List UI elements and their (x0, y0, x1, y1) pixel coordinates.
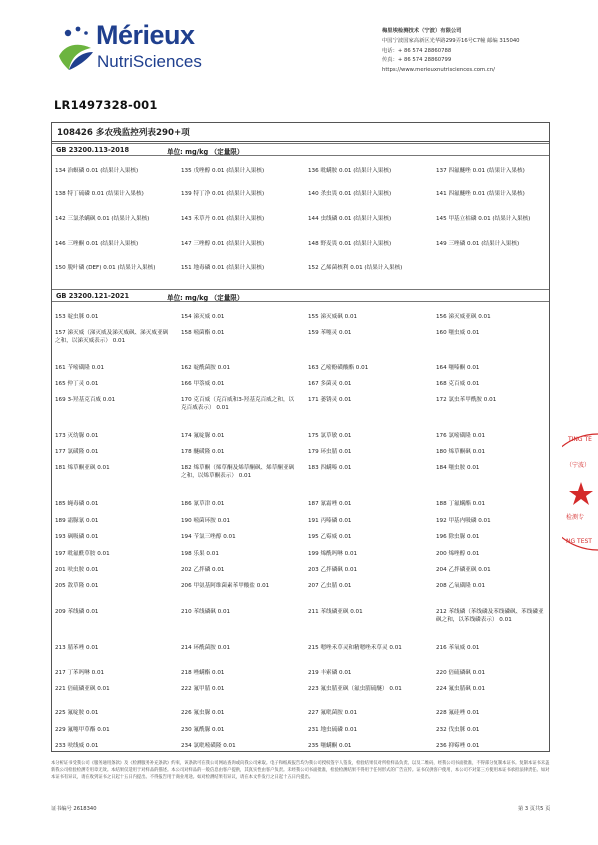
results-table (51, 122, 550, 752)
table-cell: 147 三唑醇 0.01 (结果计入果核) (181, 241, 265, 247)
table-cell: 199 烯酰吗啉 0.01 (308, 551, 358, 557)
table-cell: 153 啶虫脒 0.01 (55, 314, 99, 320)
table-cell: 170 克百威（克百威和3-羟基克百威之和，以克百威表示） 0.01 (181, 397, 295, 412)
table-cell: 174 氟啶脲 0.01 (181, 433, 225, 439)
table-cell: 202 乙拌磷 0.01 (181, 567, 225, 573)
red-seal-stamp (562, 432, 598, 552)
section-header (52, 143, 549, 156)
table-cell: 136 吡螨胺 0.01 (结果计入果核) (308, 168, 392, 174)
table-cell: 205 敌草隆 0.01 (55, 583, 99, 589)
company-name: 梅里埃检测技术（宁波）有限公司 (382, 28, 462, 34)
table-cell: 145 甲基立枯磷 0.01 (结果计入果核) (436, 216, 531, 222)
table-cell: 190 嘧菌环胺 0.01 (181, 518, 231, 524)
table-cell: 150 脱叶磷 (DEF) 0.01 (结果计入果核) (55, 265, 156, 271)
table-cell: 195 乙霉威 0.01 (308, 534, 352, 540)
table-cell: 166 甲萘威 0.01 (181, 381, 225, 387)
table-cell: 225 氟啶胺 0.01 (55, 710, 99, 716)
table-cell: 230 氟酰脲 0.01 (181, 727, 225, 733)
stamp-text-bottom: 检测专 (566, 514, 585, 521)
table-cell: 184 噻虫胺 0.01 (436, 465, 480, 471)
table-cell: 193 砜吸磷 0.01 (55, 534, 99, 540)
table-cell: 192 甲基内吸磷 0.01 (436, 518, 491, 524)
table-cell: 179 环虫腈 0.01 (308, 449, 352, 455)
table-cell: 156 涕灭威亚砜 0.01 (436, 314, 491, 320)
table-cell: 200 烯唑醇 0.01 (436, 551, 480, 557)
table-cell: 176 氯嘧磺隆 0.01 (436, 433, 486, 439)
table-cell: 180 烯草酮砜 0.01 (436, 449, 486, 455)
section-unit: 单位: mg/kg （定量限） (167, 148, 244, 156)
table-cell: 163 乙嘧酚磺酸酯 0.01 (308, 365, 369, 371)
table-cell: 196 除虫脲 0.01 (436, 534, 480, 540)
table-cell: 212 苯线磷（苯线磷及苯线磷砜、苯线磷亚砜之和，以苯线磷表示） 0.01 (436, 609, 544, 624)
table-cell: 191 丙嗪磷 0.01 (308, 518, 352, 524)
table-cell: 204 乙拌磷亚砜 0.01 (436, 567, 491, 573)
table-cell: 232 伐虫脒 0.01 (436, 727, 480, 733)
table-cell: 144 虫线磷 0.01 (结果计入果核) (308, 216, 392, 222)
table-cell: 218 唑螨酯 0.01 (181, 670, 225, 676)
table-cell: 233 呋线威 0.01 (55, 743, 99, 749)
seal-arc-icon (562, 432, 598, 552)
section-standard: GB 23200.121-2021 (56, 292, 130, 300)
table-cell: 137 四氟醚唑 0.01 (结果计入果核) (436, 168, 525, 174)
table-cell: 185 蝇毒磷 0.01 (55, 501, 99, 507)
table-cell: 198 乐果 0.01 (181, 551, 219, 557)
table-cell: 203 乙拌磷砜 0.01 (308, 567, 358, 573)
table-cell: 152 乙烯菌核利 0.01 (结果计入果核) (308, 265, 403, 271)
table-cell: 178 醚磺隆 0.01 (181, 449, 225, 455)
table-cell: 141 四氟醚唑 0.01 (结果计入果核) (436, 191, 525, 197)
table-cell: 197 吡氟酰草胺 0.01 (55, 551, 110, 557)
table-cell: 228 氟硅唑 0.01 (436, 710, 480, 716)
table-cell: 135 戊唑醇 0.01 (结果计入果核) (181, 168, 265, 174)
table-cell: 222 氟甲腈 0.01 (181, 686, 225, 692)
logo-text-merieux: Mérieux (96, 20, 195, 50)
table-cell: 234 氯吡嘧磺隆 0.01 (181, 743, 236, 749)
certificate-number: 证书编号 2618340 (51, 806, 97, 812)
table-cell: 146 三唑酮 0.01 (结果计入果核) (55, 241, 139, 247)
table-cell: 217 丁苯吗啉 0.01 (55, 670, 105, 676)
table-cell: 134 治螟磷 0.01 (结果计入果核) (55, 168, 139, 174)
stamp-text-side: NG TEST (566, 538, 592, 545)
table-cell: 159 苯噻灵 0.01 (308, 330, 352, 336)
stamp-text-top: TING TE (568, 436, 592, 443)
table-cell: 220 倍硫磷砜 0.01 (436, 670, 486, 676)
table-cell: 169 3-羟基克百威 0.01 (55, 397, 116, 403)
table-cell: 201 呋虫胺 0.01 (55, 567, 99, 573)
table-cell: 138 特丁硫磷 0.01 (结果计入果核) (55, 191, 144, 197)
footer-disclaimer: 本分析证书受我公司《服务通用条款》及《检测服务补充条款》约束，该条款可在我公司网站查询或向我公司索取。电子和纸质报告均为我公司授权签字人签发，检验结果仅对所检样品负责。以及二维码，经我公司书面批准，不得部分复制本证书。复制本证书未盖新我公司检验检测专用章无效。本结果仅适用于对样品的描述。本公司对样品的一般信息由客户提供，其真实性由客户负责。未经我公司书面批准，检验检测结果不得用于任何形式的广告宣传。证书仅供客户使用，本公司不对第三方使用本证书承担法律责任。如对本证书有异议，请在收到证书之日起十五日内提出。不得报告用于商业用途。如对检测结果有异议，请在本文件发行之日起十五日内提出。 (51, 761, 550, 780)
table-cell: 139 特丁净 0.01 (结果计入果核) (181, 191, 265, 197)
table-cell: 171 萎锈灵 0.01 (308, 397, 352, 403)
table-cell: 140 杀虫畏 0.01 (结果计入果核) (308, 191, 392, 197)
report-number: LR1497328-001 (54, 98, 158, 112)
table-cell: 206 甲氨基阿维菌素苯甲酸盐 0.01 (181, 583, 270, 589)
table-cell: 236 抑霉唑 0.01 (436, 743, 480, 749)
table-cell: 186 氰草津 0.01 (181, 501, 225, 507)
table-cell: 173 灭幼脲 0.01 (55, 433, 99, 439)
company-fax: 传真：+ 86 574 28860799 (382, 57, 452, 64)
table-cell: 235 噻螨酮 0.01 (308, 743, 352, 749)
table-cell: 143 禾草丹 0.01 (结果计入果核) (181, 216, 265, 222)
table-cell: 142 三氯杀螨砜 0.01 (结果计入果核) (55, 216, 150, 222)
table-cell: 229 氟噻甲草酯 0.01 (55, 727, 110, 733)
table-cell: 167 多菌灵 0.01 (308, 381, 352, 387)
stamp-text-mid: （宁波） (566, 462, 591, 469)
table-cell: 210 苯线磷砜 0.01 (181, 609, 231, 615)
company-address: 中国宁波国家高新区光华路299弄16号C7幢 邮编 315040 (382, 37, 520, 44)
page-number: 第 3 页共5 页 (518, 806, 551, 812)
section-header (52, 289, 549, 302)
table-cell: 227 氟吡菌胺 0.01 (308, 710, 358, 716)
table-cell: 182 烯草酮（烯草酮及烯草酮砜、烯草酮亚砜之和，以烯草酮表示） 0.01 (181, 465, 295, 480)
table-cell: 226 氟虫脲 0.01 (181, 710, 225, 716)
table-cell: 177 氯磺隆 0.01 (55, 449, 99, 455)
table-cell: 181 烯草酮亚砜 0.01 (55, 465, 110, 471)
table-cell: 231 地虫硫磷 0.01 (308, 727, 358, 733)
table-cell: 160 噻虫威 0.01 (436, 330, 480, 336)
table-cell: 149 三唑磷 0.01 (结果计入果核) (436, 241, 520, 247)
table-cell: 194 苄氯三唑醇 0.01 (181, 534, 236, 540)
table-cell: 211 苯线磷亚砜 0.01 (308, 609, 363, 615)
table-cell: 216 苯氧威 0.01 (436, 645, 480, 651)
table-cell: 158 嘧菌酯 0.01 (181, 330, 225, 336)
table-cell: 221 倍硫磷亚砜 0.01 (55, 686, 110, 692)
section-unit: 单位: mg/kg （定量限） (167, 294, 244, 302)
table-cell: 172 氯虫苯甲酰胺 0.01 (436, 397, 497, 403)
table-cell: 188 丁氟螨酯 0.01 (436, 501, 486, 507)
table-cell: 223 氟虫腈亚砜（氟虫腈硫醚） 0.01 (308, 686, 402, 692)
table-cell: 224 氟虫腈砜 0.01 (436, 686, 486, 692)
table-cell: 213 腈苯唑 0.01 (55, 645, 99, 651)
table-cell: 157 涕灭威（涕灭威及涕灭威砜、涕灭威亚砜之和，以涕灭威表示） 0.01 (55, 330, 169, 345)
table-cell: 155 涕灭威砜 0.01 (308, 314, 358, 320)
table-cell: 183 四螨嗪 0.01 (308, 465, 352, 471)
company-info (382, 27, 520, 76)
table-cell: 215 嗯唑禾草灵和精嗯唑禾草灵 0.01 (308, 645, 402, 651)
section-standard: GB 23200.113-2018 (56, 146, 130, 154)
logo-text-nutrisciences: NutriSciences (97, 52, 202, 71)
table-cell: 165 仲丁灵 0.01 (55, 381, 99, 387)
table-cell: 148 野麦畏 0.01 (结果计入果核) (308, 241, 392, 247)
table-cell: 154 涕灭威 0.01 (181, 314, 225, 320)
table-cell: 207 乙虫腈 0.01 (308, 583, 352, 589)
table-cell: 214 环酰菌胺 0.01 (181, 645, 231, 651)
table-cell: 187 氰霜唑 0.01 (308, 501, 352, 507)
company-tel: 电话：+ 86 574 28860788 (382, 47, 452, 54)
table-cell: 168 克百威 0.01 (436, 381, 480, 387)
table-cell: 151 地毒磷 0.01 (结果计入果核) (181, 265, 265, 271)
company-web: https://www.merieuxnutrisciences.com.cn/ (382, 67, 495, 74)
table-cell: 162 啶酰菌胺 0.01 (181, 365, 231, 371)
table-cell: 164 噻嗪酮 0.01 (436, 365, 480, 371)
table-cell: 208 乙氧磺隆 0.01 (436, 583, 486, 589)
table-title: 108426 多农残监控列表290+项 (52, 123, 549, 142)
table-cell: 209 苯线磷 0.01 (55, 609, 99, 615)
table-cell: 175 氯草敏 0.01 (308, 433, 352, 439)
table-cell: 219 丰索磷 0.01 (308, 670, 352, 676)
table-cell: 189 霜脲氰 0.01 (55, 518, 99, 524)
table-cell: 161 苄嘧磺隆 0.01 (55, 365, 105, 371)
